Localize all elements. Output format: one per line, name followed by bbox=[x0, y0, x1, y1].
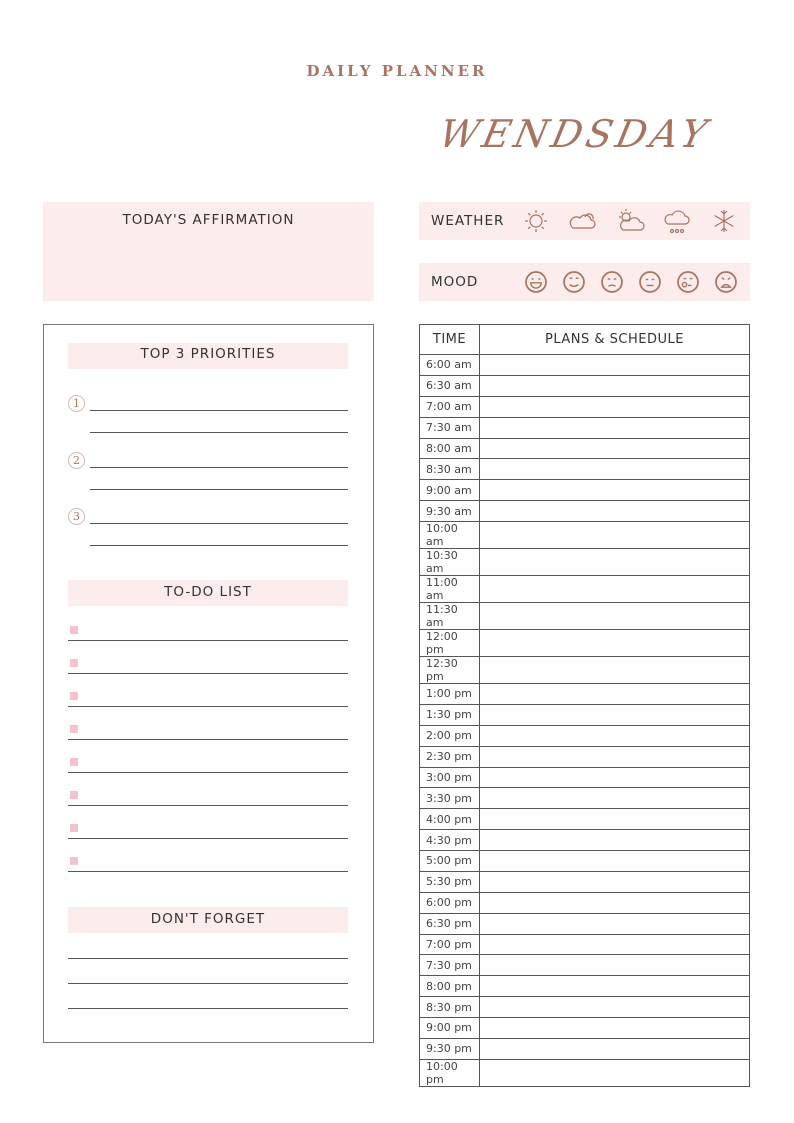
time-cell: 3:30 pm bbox=[420, 788, 480, 809]
time-cell: 6:00 pm bbox=[420, 892, 480, 913]
schedule-row bbox=[420, 830, 750, 851]
priority-line[interactable] bbox=[90, 432, 348, 433]
plan-cell[interactable] bbox=[480, 438, 750, 459]
time-cell: 7:00 am bbox=[420, 396, 480, 417]
schedule-row bbox=[420, 934, 750, 955]
time-cell: 5:00 pm bbox=[420, 851, 480, 872]
sick-face-icon[interactable] bbox=[675, 269, 701, 295]
plan-cell[interactable] bbox=[480, 1038, 750, 1059]
schedule-row bbox=[420, 1038, 750, 1059]
time-cell: 10:00 am bbox=[420, 522, 480, 549]
todo-line[interactable] bbox=[68, 772, 348, 773]
sad-face-icon[interactable] bbox=[599, 269, 625, 295]
priorities-header: TOP 3 PRIORITIES bbox=[68, 343, 348, 369]
todo-line[interactable] bbox=[68, 640, 348, 641]
plan-cell[interactable] bbox=[480, 657, 750, 684]
plans-header: PLANS & SCHEDULE bbox=[480, 325, 750, 355]
priority-line[interactable] bbox=[90, 545, 348, 546]
time-cell: 9:30 pm bbox=[420, 1038, 480, 1059]
todo-checkbox[interactable] bbox=[70, 824, 78, 832]
schedule-row bbox=[420, 746, 750, 767]
plan-cell[interactable] bbox=[480, 603, 750, 630]
planner-title: DAILY PLANNER bbox=[306, 62, 488, 80]
time-cell: 10:30 am bbox=[420, 549, 480, 576]
schedule-row bbox=[420, 417, 750, 438]
sun-icon[interactable] bbox=[521, 206, 551, 236]
todo-checkbox[interactable] bbox=[70, 659, 78, 667]
plan-cell[interactable] bbox=[480, 892, 750, 913]
schedule-row bbox=[420, 892, 750, 913]
todo-checkbox[interactable] bbox=[70, 626, 78, 634]
affirmation-label: TODAY'S AFFIRMATION bbox=[122, 212, 295, 228]
priority-number: 2 bbox=[68, 452, 85, 469]
time-cell: 2:00 pm bbox=[420, 725, 480, 746]
schedule-row bbox=[420, 396, 750, 417]
schedule-row bbox=[420, 767, 750, 788]
plan-cell[interactable] bbox=[480, 809, 750, 830]
schedule-row bbox=[420, 459, 750, 480]
plan-cell[interactable] bbox=[480, 913, 750, 934]
partly-sunny-icon[interactable] bbox=[615, 206, 645, 236]
affirmation-box[interactable] bbox=[43, 202, 374, 301]
schedule-row bbox=[420, 684, 750, 705]
plan-cell[interactable] bbox=[480, 480, 750, 501]
plan-cell[interactable] bbox=[480, 955, 750, 976]
todo-checkbox[interactable] bbox=[70, 725, 78, 733]
plan-cell[interactable] bbox=[480, 355, 750, 376]
priority-line[interactable] bbox=[90, 523, 348, 524]
plan-cell[interactable] bbox=[480, 851, 750, 872]
schedule-row bbox=[420, 788, 750, 809]
time-cell: 8:00 am bbox=[420, 438, 480, 459]
schedule-row bbox=[420, 851, 750, 872]
plan-cell[interactable] bbox=[480, 396, 750, 417]
time-cell: 8:30 pm bbox=[420, 997, 480, 1018]
plan-cell[interactable] bbox=[480, 934, 750, 955]
plan-cell[interactable] bbox=[480, 997, 750, 1018]
day-name: WENDSDAY bbox=[435, 112, 715, 156]
todo-line[interactable] bbox=[68, 739, 348, 740]
time-cell: 12:30 pm bbox=[420, 657, 480, 684]
schedule-row bbox=[420, 630, 750, 657]
schedule-row bbox=[420, 603, 750, 630]
time-cell: 11:00 am bbox=[420, 576, 480, 603]
time-cell: 9:00 am bbox=[420, 480, 480, 501]
mood-row bbox=[419, 263, 750, 301]
todo-line[interactable] bbox=[68, 805, 348, 806]
schedule-row bbox=[420, 976, 750, 997]
priority-number: 1 bbox=[68, 395, 85, 412]
schedule-row bbox=[420, 871, 750, 892]
todo-checkbox[interactable] bbox=[70, 791, 78, 799]
time-cell: 6:00 am bbox=[420, 355, 480, 376]
time-cell: 7:30 pm bbox=[420, 955, 480, 976]
upset-face-icon[interactable] bbox=[713, 269, 739, 295]
plan-cell[interactable] bbox=[480, 501, 750, 522]
time-cell: 4:30 pm bbox=[420, 830, 480, 851]
plan-cell[interactable] bbox=[480, 549, 750, 576]
plan-cell[interactable] bbox=[480, 375, 750, 396]
schedule-row bbox=[420, 501, 750, 522]
weather-label: WEATHER bbox=[431, 213, 505, 229]
plan-cell[interactable] bbox=[480, 830, 750, 851]
time-cell: 7:30 am bbox=[420, 417, 480, 438]
plan-cell[interactable] bbox=[480, 767, 750, 788]
plan-cell[interactable] bbox=[480, 976, 750, 997]
plan-cell[interactable] bbox=[480, 704, 750, 725]
priority-line[interactable] bbox=[90, 489, 348, 490]
priority-line[interactable] bbox=[90, 467, 348, 468]
time-cell: 1:00 pm bbox=[420, 684, 480, 705]
neutral-face-icon[interactable] bbox=[637, 269, 663, 295]
time-cell: 1:30 pm bbox=[420, 704, 480, 725]
plan-cell[interactable] bbox=[480, 522, 750, 549]
time-cell: 3:00 pm bbox=[420, 767, 480, 788]
plan-cell[interactable] bbox=[480, 630, 750, 657]
schedule-row bbox=[420, 1059, 750, 1086]
plan-cell[interactable] bbox=[480, 576, 750, 603]
plan-cell[interactable] bbox=[480, 1059, 750, 1086]
schedule-row bbox=[420, 955, 750, 976]
plan-cell[interactable] bbox=[480, 459, 750, 480]
plan-cell[interactable] bbox=[480, 725, 750, 746]
dont-forget-line[interactable] bbox=[68, 958, 348, 959]
schedule-row bbox=[420, 480, 750, 501]
schedule-row bbox=[420, 997, 750, 1018]
weather-row bbox=[419, 202, 750, 240]
schedule-row bbox=[420, 913, 750, 934]
rain-icon[interactable] bbox=[662, 206, 692, 236]
time-cell: 8:00 pm bbox=[420, 976, 480, 997]
time-cell: 4:00 pm bbox=[420, 809, 480, 830]
priority-number: 3 bbox=[68, 508, 85, 525]
schedule-row bbox=[420, 1018, 750, 1039]
plan-cell[interactable] bbox=[480, 1018, 750, 1039]
time-cell: 6:30 pm bbox=[420, 913, 480, 934]
time-cell: 9:30 am bbox=[420, 501, 480, 522]
time-cell: 6:30 am bbox=[420, 375, 480, 396]
smiling-face-icon[interactable] bbox=[561, 269, 587, 295]
laughing-face-icon[interactable] bbox=[523, 269, 549, 295]
dont-forget-header: DON'T FORGET bbox=[68, 907, 348, 933]
dont-forget-line[interactable] bbox=[68, 1008, 348, 1009]
todo-line[interactable] bbox=[68, 706, 348, 707]
plan-cell[interactable] bbox=[480, 417, 750, 438]
schedule-row bbox=[420, 438, 750, 459]
schedule-row bbox=[420, 522, 750, 549]
time-cell: 10:00 pm bbox=[420, 1059, 480, 1086]
plan-cell[interactable] bbox=[480, 746, 750, 767]
time-header: TIME bbox=[420, 325, 480, 355]
schedule-row bbox=[420, 704, 750, 725]
time-cell: 12:00 pm bbox=[420, 630, 480, 657]
todo-checkbox[interactable] bbox=[70, 857, 78, 865]
todo-line[interactable] bbox=[68, 838, 348, 839]
todo-checkbox[interactable] bbox=[70, 758, 78, 766]
todo-checkbox[interactable] bbox=[70, 692, 78, 700]
time-cell: 2:30 pm bbox=[420, 746, 480, 767]
schedule-table bbox=[419, 324, 750, 1087]
schedule-row bbox=[420, 809, 750, 830]
time-cell: 9:00 pm bbox=[420, 1018, 480, 1039]
time-cell: 7:00 pm bbox=[420, 934, 480, 955]
cloudy-icon[interactable] bbox=[568, 206, 598, 236]
snow-icon[interactable] bbox=[709, 206, 739, 236]
todo-header: TO-DO LIST bbox=[68, 580, 348, 606]
priority-line[interactable] bbox=[90, 410, 348, 411]
time-cell: 5:30 pm bbox=[420, 871, 480, 892]
todo-line[interactable] bbox=[68, 871, 348, 872]
todo-line[interactable] bbox=[68, 673, 348, 674]
schedule-row bbox=[420, 576, 750, 603]
time-cell: 8:30 am bbox=[420, 459, 480, 480]
mood-label: MOOD bbox=[431, 274, 479, 290]
schedule-row bbox=[420, 657, 750, 684]
plan-cell[interactable] bbox=[480, 871, 750, 892]
time-cell: 11:30 am bbox=[420, 603, 480, 630]
schedule-row bbox=[420, 549, 750, 576]
dont-forget-line[interactable] bbox=[68, 983, 348, 984]
plan-cell[interactable] bbox=[480, 684, 750, 705]
schedule-row bbox=[420, 725, 750, 746]
schedule-row bbox=[420, 375, 750, 396]
schedule-row bbox=[420, 355, 750, 376]
plan-cell[interactable] bbox=[480, 788, 750, 809]
